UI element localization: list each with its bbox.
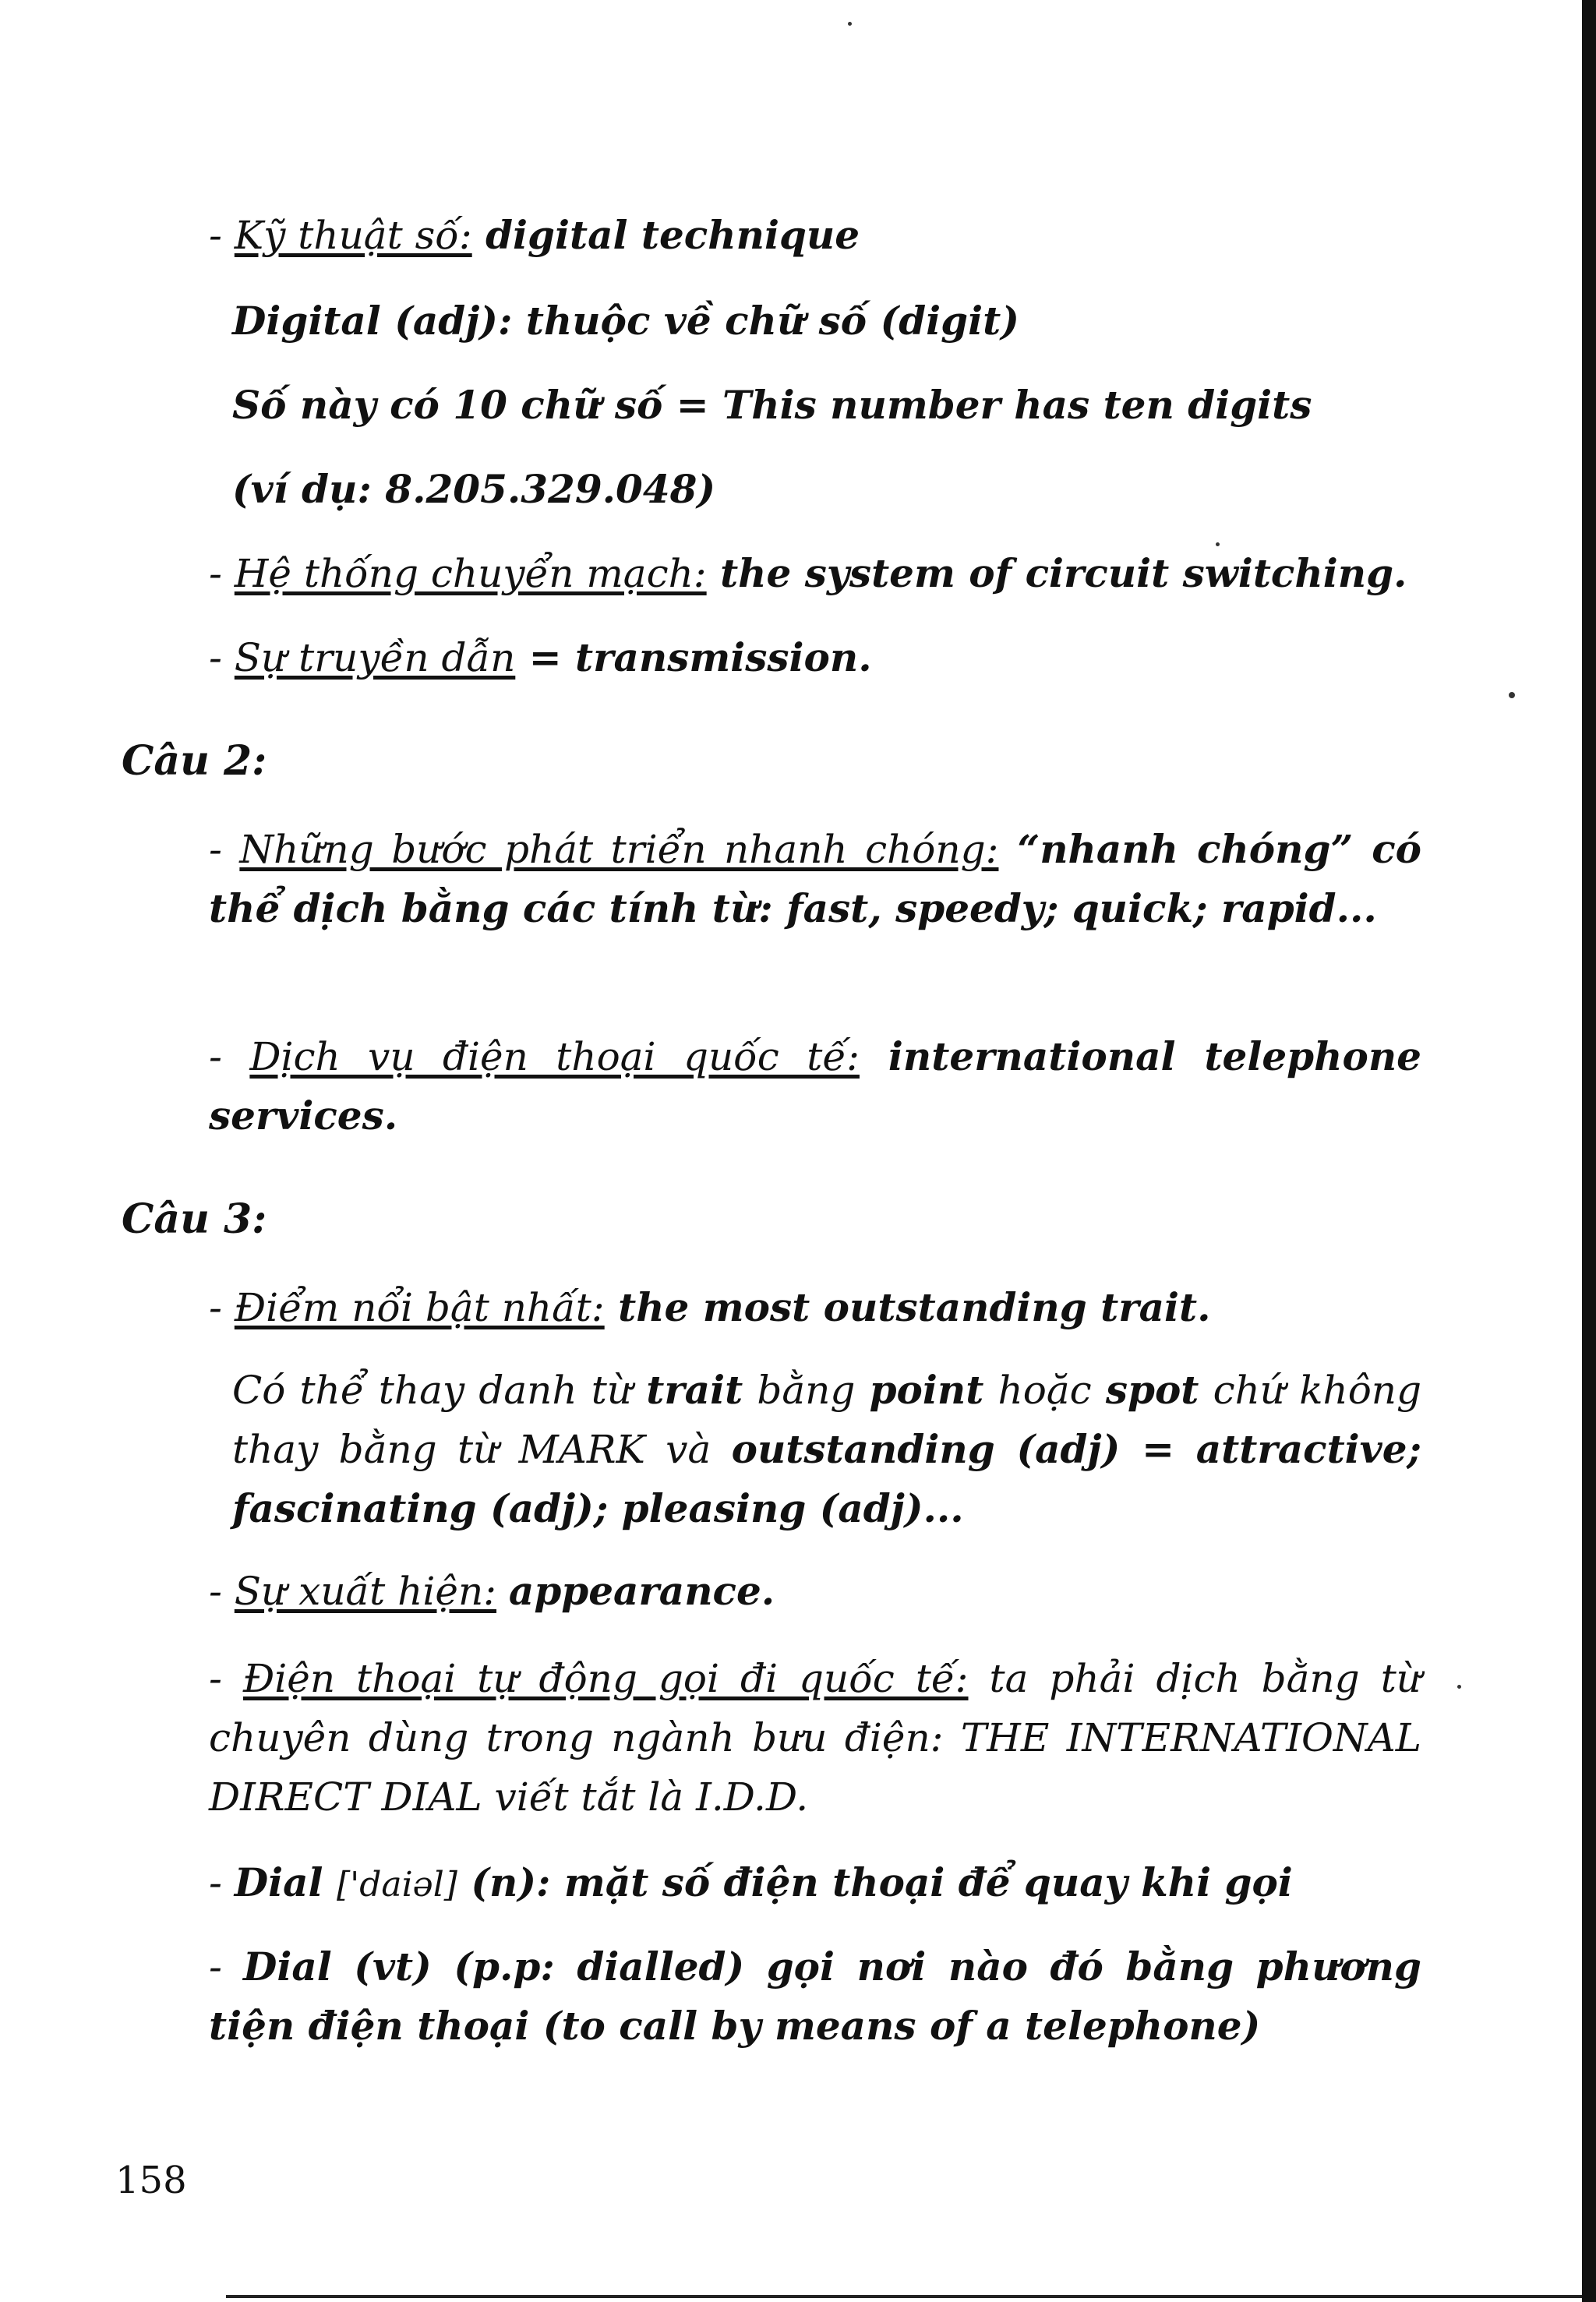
line-example: (ví dụ: 8.205.329.048) xyxy=(232,466,716,512)
text-run: chứ không thay bằng từ MARK và xyxy=(232,1368,1422,1472)
entry-dial-noun xyxy=(209,1853,1293,1915)
definition: international telephone services. xyxy=(209,1033,1421,1139)
term: Kỹ thuật số: xyxy=(234,213,472,258)
bullet-dash: - xyxy=(209,1944,243,1990)
bullet-dash: - xyxy=(209,827,240,872)
line-digital-adj: Digital (adj): thuộc về chữ số (digit) xyxy=(232,298,1019,344)
keyword: trait xyxy=(646,1367,743,1413)
entry-dial-verb xyxy=(209,1937,1421,2056)
text-run: hoặc xyxy=(983,1368,1106,1413)
bullet-dash: - xyxy=(209,1569,235,1614)
line-ten-digits: Số này có 10 chữ số = This number has ten digits xyxy=(232,382,1312,428)
definition: Dial (vt) (p.p: dialled) gọi nơi nào đó bằng phương tiện điện thoại (to call by means of a telephone) xyxy=(209,1944,1422,2049)
bullet-dash: - xyxy=(209,1285,235,1330)
entry-rapid-development xyxy=(209,820,1421,938)
bullet-dash: - xyxy=(209,213,235,258)
term: Dịch vụ điện thoại quốc tế: xyxy=(249,1034,860,1079)
bullet-dash: - xyxy=(209,1656,243,1701)
definition: digital technique xyxy=(471,212,860,258)
definition: appearance. xyxy=(508,1568,775,1614)
entry-outstanding-trait xyxy=(209,1278,1210,1337)
section-heading-cau-2: Câu 2: xyxy=(122,737,267,785)
keyword: spot xyxy=(1105,1367,1199,1413)
term: Sự truyền dẫn xyxy=(234,635,516,680)
scan-edge xyxy=(1582,0,1596,2302)
term: Dial xyxy=(234,1859,337,1905)
entry-digital-technique xyxy=(209,206,860,265)
term: Điện thoại tự động gọi đi quốc tế: xyxy=(242,1656,969,1701)
term: Sự xuất hiện: xyxy=(234,1569,497,1614)
entry-transmission xyxy=(209,628,872,687)
scan-speck xyxy=(1457,1685,1461,1689)
bottom-rule xyxy=(226,2295,1582,2298)
definition: ta phải dịch bằng từ chuyên dùng trong ngành bưu điện: THE INTERNATIONAL DIRECT DIAL viết tắt là I.D.D. xyxy=(209,1656,1421,1820)
entry-appearance xyxy=(209,1562,775,1621)
text-run: bằng xyxy=(743,1368,870,1413)
definition: = transmission. xyxy=(515,634,872,680)
bullet-dash: - xyxy=(209,635,235,680)
bullet-dash: - xyxy=(209,1860,235,1905)
keyword: outstanding (adj) = attractive; fascinating (adj); pleasing (adj)... xyxy=(232,1426,1421,1531)
term: Những bước phát triển nhanh chóng: xyxy=(239,827,999,872)
phonetic: ['daiəl] xyxy=(336,1865,457,1905)
text-run: Có thể thay danh từ xyxy=(232,1368,647,1413)
bullet-dash: - xyxy=(209,1034,250,1079)
definition: “nhanh chóng” có thể dịch bằng các tính từ: fast, speedy; quick; rapid... xyxy=(209,826,1421,931)
bullet-dash: - xyxy=(209,551,235,596)
scan-speck xyxy=(1509,692,1515,698)
entry-international-services xyxy=(209,1027,1421,1146)
page-number: 158 xyxy=(115,2159,187,2202)
term: Điểm nổi bật nhất: xyxy=(234,1285,605,1330)
scan-speck xyxy=(848,22,852,26)
section-heading-cau-3: Câu 3: xyxy=(122,1195,267,1243)
definition: the system of circuit switching. xyxy=(706,550,1407,596)
term: Hệ thống chuyển mạch: xyxy=(234,551,707,596)
definition: (n): mặt số điện thoại để quay khi gọi xyxy=(457,1859,1293,1905)
keyword: point xyxy=(869,1367,984,1413)
entry-circuit-switching xyxy=(209,544,1407,603)
definition: the most outstanding trait. xyxy=(604,1284,1211,1330)
entry-idd xyxy=(209,1649,1421,1827)
paragraph-trait-synonyms xyxy=(232,1361,1421,1538)
